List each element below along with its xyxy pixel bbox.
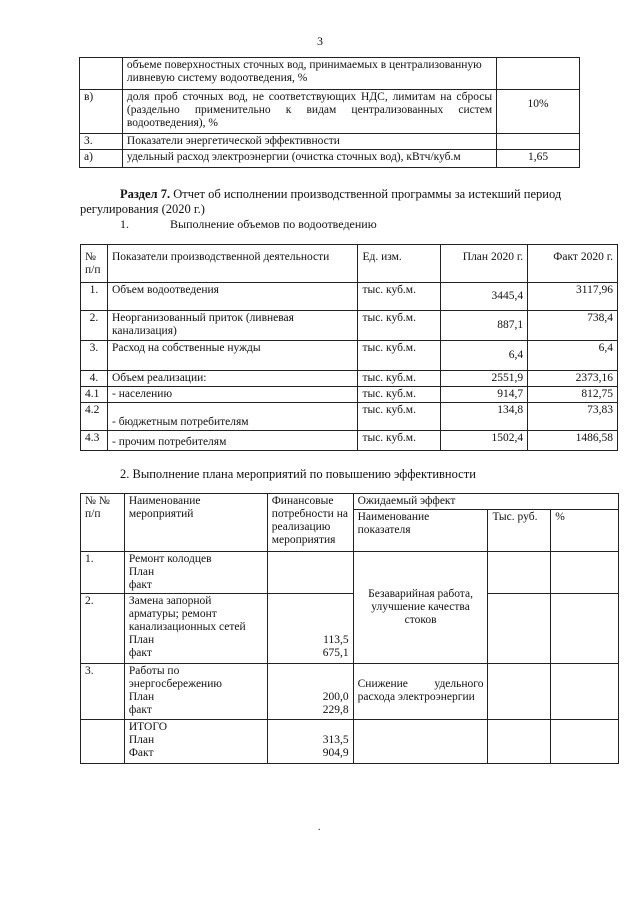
cell-name: Неорганизованный приток (ливневая канализация) — [107, 311, 357, 341]
row-num: в) — [80, 90, 123, 134]
section-7-heading — [80, 187, 580, 217]
row-value: 1,65 — [497, 150, 580, 168]
measure-line: План — [128, 734, 155, 746]
finance-line: 200,0 — [322, 691, 349, 703]
effect-indicator-3: Снижение удельного расхода электроэнергии — [353, 664, 488, 720]
section-7-text: Отчет об исполнении производственной программы за истекший период регулирования (2020 г.) — [80, 187, 562, 216]
measure-line: факт — [128, 579, 152, 591]
cell-num: 4.3 — [81, 431, 108, 451]
cell-num: 3. — [81, 664, 125, 720]
header-indicator: Наименование показателя — [353, 510, 488, 552]
measure-line: энергосбережению — [128, 678, 222, 690]
measure-line: ИТОГО — [128, 721, 167, 733]
energy-indicators-table — [79, 57, 580, 168]
table-row — [81, 664, 619, 720]
subsection-1-number: 1. — [120, 217, 129, 231]
table-row — [81, 431, 618, 451]
cell-num: 1. — [81, 283, 108, 311]
row-text: Показатели энергетической эффективности — [122, 134, 496, 150]
finance-line — [272, 608, 349, 621]
cell-fact: 738,4 — [528, 311, 618, 341]
cell-unit: тыс. куб.м. — [358, 371, 441, 387]
subsection-1-text: Выполнение объемов по водоотведению — [170, 217, 377, 231]
cell-plan: 914,7 — [441, 387, 528, 403]
finance-line — [272, 665, 349, 678]
cell-num: 4.2 — [81, 403, 108, 431]
cell-plan: 2551,9 — [441, 371, 528, 387]
cell-num: 3. — [81, 341, 108, 371]
cell-num: 2. — [81, 594, 125, 664]
cell-pct — [551, 594, 619, 664]
row-text: доля проб сточных вод, не соответствующих НДС, лимитам на сбросы (раздельно применительно к видам централизованных систем водоотведения), % — [122, 90, 496, 134]
measure-line: канализационных сетей — [128, 621, 246, 633]
measure-line: План — [128, 566, 155, 578]
cell-unit: тыс. куб.м. — [358, 311, 441, 341]
cell-name — [124, 594, 267, 664]
cell-fact: 1486,58 — [528, 431, 618, 451]
table-row — [80, 58, 580, 90]
header-name: Наименование мероприятий — [124, 494, 267, 552]
table-row — [81, 387, 618, 403]
finance-line — [272, 721, 349, 734]
cell-unit: тыс. куб.м. — [358, 387, 441, 403]
row-num: 3. — [80, 134, 123, 150]
row-value — [497, 58, 580, 90]
measure-line: факт — [128, 647, 152, 659]
cell-rub — [488, 594, 551, 664]
cell-plan: 1502,4 — [441, 431, 528, 451]
header-plan: План 2020 г. — [441, 245, 528, 283]
header-finance: Финансовые потребности на реализацию мероприятия — [267, 494, 353, 552]
cell-fact: 73,83 — [528, 403, 618, 431]
cell-fact: 6,4 — [528, 341, 618, 371]
cell-unit: тыс. куб.м. — [358, 431, 441, 451]
finance-line: 675,1 — [322, 647, 349, 659]
table-row — [81, 594, 619, 664]
cell-name — [124, 720, 267, 764]
table-row — [80, 150, 580, 168]
table-header-row — [81, 245, 618, 283]
cell-unit: тыс. куб.м. — [358, 283, 441, 311]
cell-name: Расход на собственные нужды — [107, 341, 357, 371]
cell-finance — [267, 720, 353, 764]
finance-line: 904,9 — [322, 747, 349, 759]
cell-finance — [267, 552, 353, 594]
measure-line: Факт — [128, 747, 154, 759]
effect-line: стоков — [404, 614, 437, 626]
cell-indicator — [353, 720, 488, 764]
table-row — [81, 552, 619, 594]
cell-name — [124, 552, 267, 594]
cell-rub — [488, 720, 551, 764]
cell-rub — [488, 664, 551, 720]
table-row — [81, 341, 618, 371]
cell-name: - прочим потребителям — [107, 431, 357, 451]
finance-line: 313,5 — [322, 734, 349, 746]
measures-table — [80, 493, 619, 764]
row-value: 10% — [497, 90, 580, 134]
cell-pct — [551, 664, 619, 720]
cell-fact: 812,75 — [528, 387, 618, 403]
page-number: 3 — [317, 34, 323, 48]
header-name: Показатели производственной деятельности — [107, 245, 357, 283]
table-row — [81, 311, 618, 341]
cell-plan: 134,8 — [441, 403, 528, 431]
row-num — [80, 58, 123, 90]
cell-finance — [267, 594, 353, 664]
cell-plan: 3445,4 — [441, 283, 528, 311]
row-text: удельный расход электроэнергии (очистка сточных вод), кВтч/куб.м — [122, 150, 496, 168]
cell-pct — [551, 720, 619, 764]
measure-line: арматуры; ремонт — [128, 608, 217, 620]
table-row — [81, 283, 618, 311]
finance-line: 229,8 — [322, 704, 349, 716]
table-row — [80, 134, 580, 150]
row-num: а) — [80, 150, 123, 168]
cell-num: 1. — [81, 552, 125, 594]
cell-name: Объем реализации: — [107, 371, 357, 387]
header-rub: Тыс. руб. — [488, 510, 551, 552]
cell-unit: тыс. куб.м. — [358, 403, 441, 431]
page-mark: . — [318, 822, 321, 833]
cell-name: - бюджетным потребителям — [107, 403, 357, 431]
cell-fact: 2373,16 — [528, 371, 618, 387]
cell-name: Объем водоотведения — [107, 283, 357, 311]
volumes-table — [80, 244, 618, 451]
cell-plan: 887,1 — [441, 311, 528, 341]
row-text: объеме поверхностных сточных вод, принимаемых в централизованную ливневую систему водоотведения, % — [122, 58, 496, 90]
cell-pct — [551, 552, 619, 594]
row-value — [497, 134, 580, 150]
cell-rub — [488, 552, 551, 594]
cell-finance — [267, 664, 353, 720]
cell-num: 2. — [81, 311, 108, 341]
measure-line: Замена запорной — [128, 595, 212, 607]
cell-num — [81, 720, 125, 764]
header-pct: % — [551, 510, 619, 552]
subsection-2-title: 2. Выполнение плана мероприятий по повышению эффективности — [120, 467, 476, 481]
measure-line: Работы по — [128, 665, 180, 677]
table-header-row — [81, 494, 619, 510]
finance-line: 113,5 — [323, 634, 349, 646]
cell-fact: 3117,96 — [528, 283, 618, 311]
finance-line — [272, 678, 349, 691]
measure-line: План — [128, 691, 155, 703]
cell-num: 4.1 — [81, 387, 108, 403]
cell-plan: 6,4 — [441, 341, 528, 371]
section-7-label: Раздел 7. — [120, 187, 171, 201]
header-effect: Ожидаемый эффект — [353, 494, 618, 510]
effect-line: улучшение качества — [371, 601, 470, 613]
cell-unit: тыс. куб.м. — [358, 341, 441, 371]
table-row — [81, 371, 618, 387]
cell-name — [124, 664, 267, 720]
subsection-1-title — [120, 217, 377, 232]
header-unit: Ед. изм. — [358, 245, 441, 283]
measure-line: Ремонт колодцев — [128, 553, 212, 565]
header-fact: Факт 2020 г. — [528, 245, 618, 283]
table-row — [80, 90, 580, 134]
measure-line: План — [128, 634, 155, 646]
measure-line: факт — [128, 704, 152, 716]
finance-line — [272, 621, 349, 634]
finance-line — [272, 595, 349, 608]
cell-name: - населению — [107, 387, 357, 403]
table-row — [81, 720, 619, 764]
effect-line: Безаварийная работа, — [368, 588, 473, 600]
cell-num: 4. — [81, 371, 108, 387]
header-num: № п/п — [81, 245, 108, 283]
header-num: № № п/п — [81, 494, 125, 552]
table-row — [81, 403, 618, 431]
effect-indicator-1-2 — [353, 552, 488, 664]
